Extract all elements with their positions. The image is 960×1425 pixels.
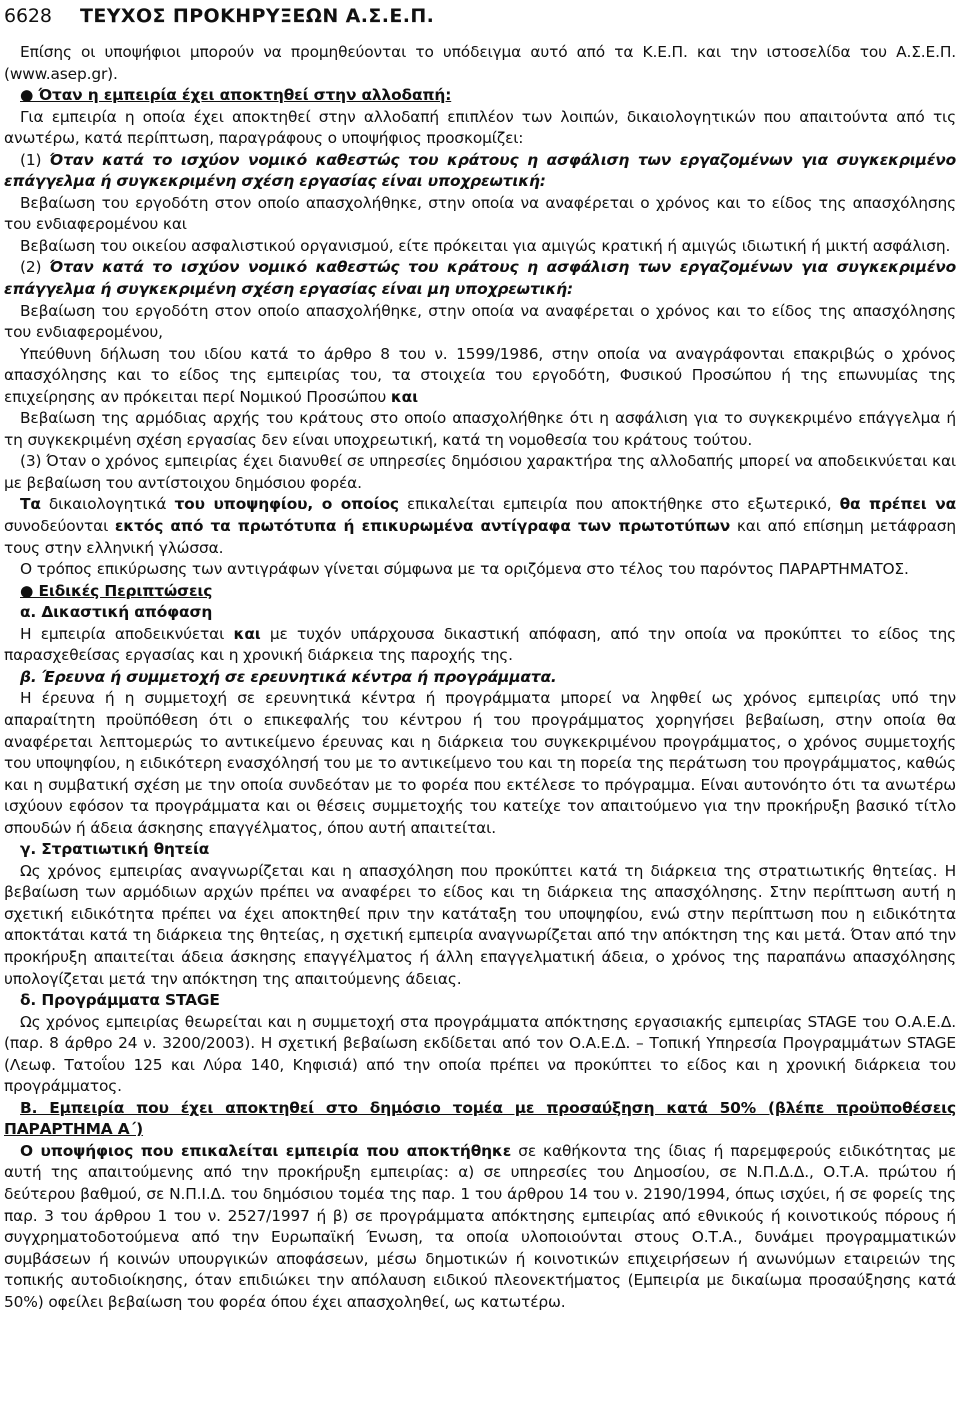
page-header — [4, 2, 956, 30]
docs-s4: επικαλείται εμπειρία που αποκτήθηκε στο εξωτερικό, — [398, 495, 840, 514]
page-number: 6628 — [4, 5, 52, 27]
court-text-2: με τυχόν υπάρχουσα δικαστική απόφαση, από την οποία να προκύπτει το είδος της παρασχεθείσας εργασίας και η χρονική διάρκεια της παροχής της. — [4, 624, 956, 665]
docs-s3: του υποψηφίου, ο οποίος — [174, 495, 399, 514]
paragraph-research: Η έρευνα ή η συμμετοχή σε ερευνητικά κέντρα ή προγράμματα μπορεί να ληφθεί ως χρόνος εμπειρίας υπό την απαραίτητη προϋπόθεση ότι ο επικεφαλής του κέντρου ή του προγράμματος χορηγήσει βεβαίωση, στην οποία θα αναφέρεται λεπτομερώς το αντικείμενο έρευνας και η διάρκεια του συγκεκριμένου προγράμματος, ο χρόνος συμμετοχής του υποψηφίου, η ειδικότερη ενασχόλησή του με το αντικείμενο του και τη πορεία της περάτωση του προγράμματος, καθώς και η συμβατική σχέση με την οποία συνδεόταν με το φορέα που εκτέλεσε το πρόγραμμα. Είναι αυτονόητο ότι τα ανωτέρω ισχύουν εφόσον τα προγράμματα και οι θέσεις συμμετοχής του κατείχε τον απαιτούμενο για την προκήρυξη βασικό τίτλο σπουδών ή άδεια άσκησης επαγγέλματος, όπου αυτή απαιτείται. — [4, 689, 956, 837]
case-1-insurance-cert: Βεβαίωση του οικείου ασφαλιστικού οργανισμού, είτε πρόκειται για αμιγώς κρατική ή αμιγώς ιδιωτική ή μικτή ασφάλιση. — [20, 236, 951, 255]
paragraph-military: Ως χρόνος εμπειρίας αναγνωρίζεται και η απασχόληση που προκύπτει κατά τη διάρκεια της στρατιωτικής θητείας. Η βεβαίωση των αρμόδιων αρχών πρέπει να αναφέρει το είδος και τη διάρκεια της απασχόλησης. Στην περίπτωση αυτή η σχετική ειδικότητα πρέπει να έχει αποκτηθεί πριν την κατάταξη του υποψηφίου, ενώ στην περίπτωση που η ειδικότητα αποκτάται κατά τη διάρκεια της θητείας, η σχετική εμπειρία αναγνωρίζεται από την απόκτηση της και μετά. Όταν από την προκήρυξη απαιτείται άδεια άσκησης επαγγέλματος ή άλλη επαγγελματική άδεια, ο χρόνος της παραπάνω απασχόλησης υπολογίζεται μετά την απόκτηση της απαιτούμενης άδειας. — [4, 861, 956, 988]
paragraph-public-sector — [4, 1141, 956, 1313]
case-2-number: (2) — [20, 258, 50, 277]
case-2-authority-cert: Βεβαίωση της αρμόδιας αρχής του κράτους στο οποίο απασχολήθηκε ότι η ασφάλιση για το συγκεκριμένο επάγγελμα ή τη συγκεκριμένη σχέση εργασίας δεν είναι υποχρεωτική, κατά τη νομοθεσία του κράτους τούτου. — [4, 409, 956, 449]
case-1-heading — [4, 150, 956, 193]
case-3: (3) Όταν ο χρόνος εμπειρίας έχει διανυθεί σε υπηρεσίες δημόσιου χαρακτήρα της αλλοδαπής μπορεί να αποδεικνύεται και με βεβαίωση του αντίστοιχου δημόσιου φορέα. — [4, 452, 956, 492]
heading-abroad — [4, 85, 956, 107]
docs-s6: συνοδεύονται — [4, 517, 115, 536]
case-2-title: Όταν κατά το ισχύον νομικό καθεστώς του κράτους η ασφάλιση των εργαζομένων για συγκεκριμένο επάγγελμα ή συγκεκριμένη σχέση εργασίας είναι μη υποχρεωτική: — [4, 258, 957, 299]
case-1-title: Όταν κατά το ισχύον νομικό καθεστώς του κράτους η ασφάλιση των εργαζομένων για συγκεκριμένο επάγγελμα ή συγκεκριμένη σχέση εργασίας είναι υποχρεωτική: — [4, 150, 957, 191]
docs-s1: Τα — [20, 495, 41, 514]
public-sector-text: σε καθήκοντα της ίδιας ή παρεμφερούς ειδικότητας με αυτή της απαιτούμενης από την προκήρυξη εμπειρίας: α) σε υπηρεσίες του Δημοσίου, σε Ν.Π.Δ.Δ., Ο.Τ.Α. πρώτου ή δεύτερου βαθμού, σε Ν.Π.Ι.Δ. του δημόσιου τομέα της παρ. 1 του άρθρου 14 του ν. 2190/1994, όπως ισχύει, ή σε φορείς της παρ. 3 του άρθρου 1 του ν. 2527/1997 ή β) σε προγράμματα απόκτησης εμπειρίας από εθνικούς ή κοινοτικούς πόρους ή συγχρηματοδοτούμενα από την Ευρωπαϊκή Ένωση, τα οποία υλοποιούνται στους Ο.Τ.Α., δυνάμει προγραμματικών συμβάσεων ή κοινών υπουργικών αποφάσεων, μέσω δημοτικών ή κοινοτικών επιχειρήσεων ή ανωνύμων εταιρειών της τοπικής αυτοδιοίκησης, όταν επιδιώκει την απόλαυση ειδικού πλεονεκτήματος (Εμπειρία με δικαίωμα προσαύξησης κατά 50%) οφείλει βεβαίωση του φορέα όπου έχει απασχοληθεί, ως κατωτέρω. — [4, 1141, 957, 1311]
bullet-heading-abroad: ● Όταν η εμπειρία έχει αποκτηθεί στην αλλοδαπή: — [20, 86, 451, 104]
docs-s7: εκτός από τα πρωτότυπα ή επικυρωμένα αντίγραφα των πρωτοτύπων — [114, 517, 731, 536]
case-2-heading — [4, 257, 956, 300]
case-1-employer-cert: Βεβαίωση του εργοδότη στον οποίο απασχολήθηκε, στην οποία να αναφέρεται ο χρόνος και το είδος της απασχόλησης του ενδιαφερομένου και — [4, 193, 956, 234]
paragraph-translation — [4, 494, 956, 559]
paragraph-validation: Ο τρόπος επικύρωσης των αντιγράφων γίνεται σύμφωνα με τα οριζόμενα στο τέλος του παρόντος ΠΑΡΑΡΤΗΜΑΤΟΣ. — [20, 560, 909, 579]
publication-title: ΤΕΥΧΟΣ ΠΡΟΚΗΡΥΞΕΩΝ Α.Σ.Ε.Π. — [80, 5, 435, 27]
case-2-declaration-text: Υπεύθυνη δήλωση του ιδίου κατά το άρθρο 8 του ν. 1599/1986, στην οποία να αναγράφονται επακριβώς ο χρόνος απασχόλησης και το είδος της εμπειρίας του, τα στοιχεία του εργοδότη, Φυσικού Προσώπου ή της επωνυμίας της επιχείρησης αν πρόκειται περί Νομικού Προσώπου — [4, 344, 956, 406]
heading-public-sector: Β. Εμπειρία που έχει αποκτηθεί στο δημόσιο τομέα με προσαύξηση κατά 50% (βλέπε προϋποθέσεις ΠΑΡΑΡΤΗΜΑ Α΄) — [4, 1098, 956, 1139]
case-2-employer-cert: Βεβαίωση του εργοδότη στον οποίο απασχολήθηκε, στην οποία να αναφέρεται ο χρόνος και το είδος της απασχόλησης του ενδιαφερομένου, — [4, 301, 956, 342]
bullet-heading-special: ● Ειδικές Περιπτώσεις — [20, 582, 212, 600]
public-sector-bold: Ο υποψήφιος που επικαλείται εμπειρία που αποκτήθηκε — [20, 1141, 512, 1160]
court-and: και — [233, 624, 261, 643]
docs-s2: δικαιολογητικά — [40, 495, 175, 514]
heading-research: β. Έρευνα ή συμμετοχή σε ερευνητικά κέντρα ή προγράμματα. — [20, 667, 557, 686]
paragraph-stage: Ως χρόνος εμπειρίας θεωρείται και η συμμετοχή στα προγράμματα απόκτησης εργασιακής εμπειρίας STAGE του Ο.Α.Ε.Δ. (παρ. 8 άρθρο 24 ν. 3200/2003). Η σχετική βεβαίωση εκδίδεται από τον Ο.Α.Ε.Δ. – Τοπική Υπηρεσία Προγραμμάτων STAGE (Λεωφ. Τατοΐου 125 και Λύρα 140, Κηφισιά) από την οποία πρέπει να προκύπτει το είδος και η χρονική διάρκεια του προγράμματος. — [4, 1012, 956, 1096]
docs-s8: και από επίσημη μετάφραση τους στην ελληνική γλώσσα. — [4, 517, 957, 557]
case-2-and: και — [390, 387, 418, 406]
paragraph-abroad: Για εμπειρία η οποία έχει αποκτηθεί στην αλλοδαπή επιπλέον των λοιπών, δικαιολογητικών που απαιτούντα από τις ανωτέρω, κατά περίπτωση, παραγράφους ο υποψήφιος προσκομίζει: — [4, 107, 956, 148]
heading-court-decision: α. Δικαστική απόφαση — [20, 603, 213, 622]
paragraph-court-decision — [4, 624, 956, 667]
heading-special-cases — [4, 581, 956, 603]
case-2-declaration — [4, 344, 956, 409]
heading-stage: δ. Προγράμματα STAGE — [20, 991, 220, 1010]
court-text-1: Η εμπειρία αποδεικνύεται — [20, 624, 234, 643]
paragraph-sample: Επίσης οι υποψήφιοι μπορούν να προμηθεύονται το υπόδειγμα αυτό από τα Κ.Ε.Π. και την ιστοσελίδα του Α.Σ.Ε.Π. (www.asep.gr). — [4, 43, 956, 83]
case-1-number: (1) — [20, 150, 50, 169]
docs-s5: θα πρέπει να — [839, 495, 956, 514]
heading-military: γ. Στρατιωτική θητεία — [20, 840, 210, 859]
